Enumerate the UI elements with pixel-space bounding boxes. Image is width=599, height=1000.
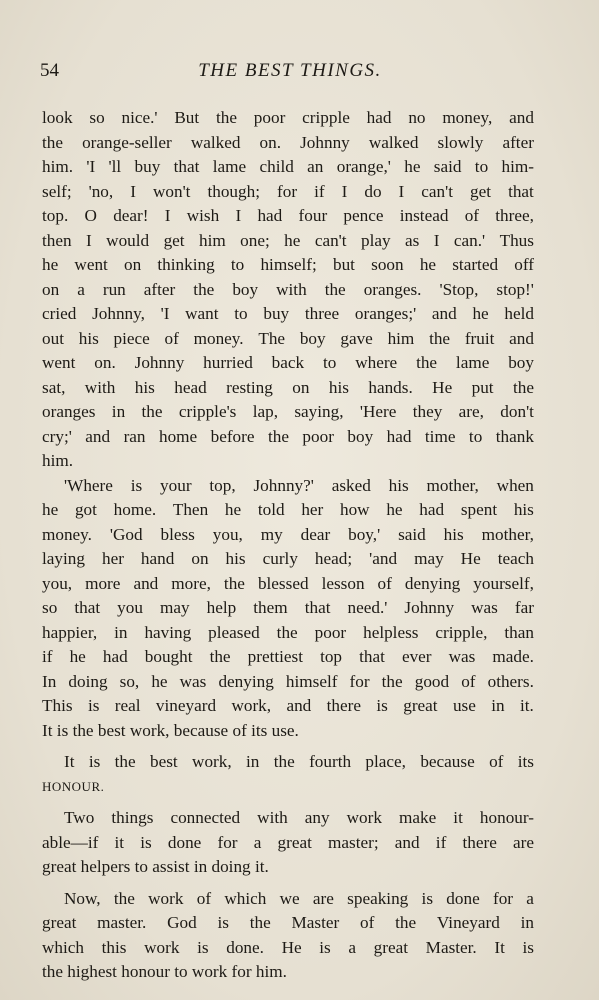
text-line: This is real vineyard work, and there is great use in it.	[42, 696, 534, 715]
page-header	[40, 60, 540, 86]
text-line: the highest honour to work for him.	[42, 962, 287, 981]
text-line: which this work is done. He is a great Master. It is	[42, 937, 534, 957]
text-line: able—if it is done for a great master; and if there are	[42, 832, 534, 852]
text-line: out his piece of money. The boy gave him the fruit and	[42, 328, 534, 348]
text-line: It is the best work, in the fourth place, because of its	[64, 752, 534, 771]
text-line: him. 'I 'll buy that lame child an orange,' he said to him-	[42, 157, 534, 176]
text-line: oranges in the cripple's lap, saying, 'Here they are, don't	[42, 402, 534, 421]
text-line: the orange-seller walked on. Johnny walked slowly after	[42, 132, 534, 152]
text-line: sat, with his head resting on his hands. He put the	[42, 377, 534, 397]
running-head: THE BEST THINGS.	[198, 60, 382, 81]
text-line: Two things connected with any work make it honour-	[64, 808, 534, 827]
text-line: It is the best work, because of its use.	[42, 720, 299, 740]
text-line: went on. Johnny hurried back to where the lame boy	[42, 353, 534, 372]
text-line: Now, the work of which we are speaking is done for a	[64, 888, 534, 908]
text-line: money. 'God bless you, my dear boy,' said his mother,	[42, 524, 534, 544]
text-line: cried Johnny, 'I want to buy three oranges;' and he held	[42, 304, 534, 323]
text-line: HONOUR.	[42, 778, 105, 794]
text-line: so that you may help them that need.' Johnny was far	[42, 598, 534, 617]
text-line: great helpers to assist in doing it.	[42, 857, 269, 876]
text-line: you, more and more, the blessed lesson of denying yourself,	[42, 573, 534, 593]
page-body	[42, 106, 534, 985]
text-line: self; 'no, I won't though; for if I do I can't get that	[42, 181, 534, 201]
text-line: then I would get him one; he can't play as I can.' Thus	[42, 230, 534, 250]
text-line: 'Where is your top, Johnny?' asked his mother, when	[64, 475, 534, 495]
text-line: he got home. Then he told her how he had spent his	[42, 500, 534, 519]
text-line: In doing so, he was denying himself for the good of others.	[42, 671, 534, 691]
text-line: laying her hand on his curly head; 'and may He teach	[42, 549, 534, 568]
text-line: cry;' and ran home before the poor boy had time to thank	[42, 426, 534, 446]
text-line: if he had bought the prettiest top that ever was made.	[42, 647, 534, 666]
text-line: top. O dear! I wish I had four pence instead of three,	[42, 206, 534, 225]
page-number: 54	[40, 60, 59, 81]
text-line: great master. God is the Master of the Vineyard in	[42, 913, 534, 932]
text-line: on a run after the boy with the oranges. 'Stop, stop!'	[42, 279, 534, 299]
text-line: happier, in having pleased the poor helpless cripple, than	[42, 622, 534, 642]
text-line: look so nice.' But the poor cripple had no money, and	[42, 108, 534, 127]
text-line: he went on thinking to himself; but soon he started off	[42, 255, 534, 274]
text-line: him.	[42, 451, 74, 470]
